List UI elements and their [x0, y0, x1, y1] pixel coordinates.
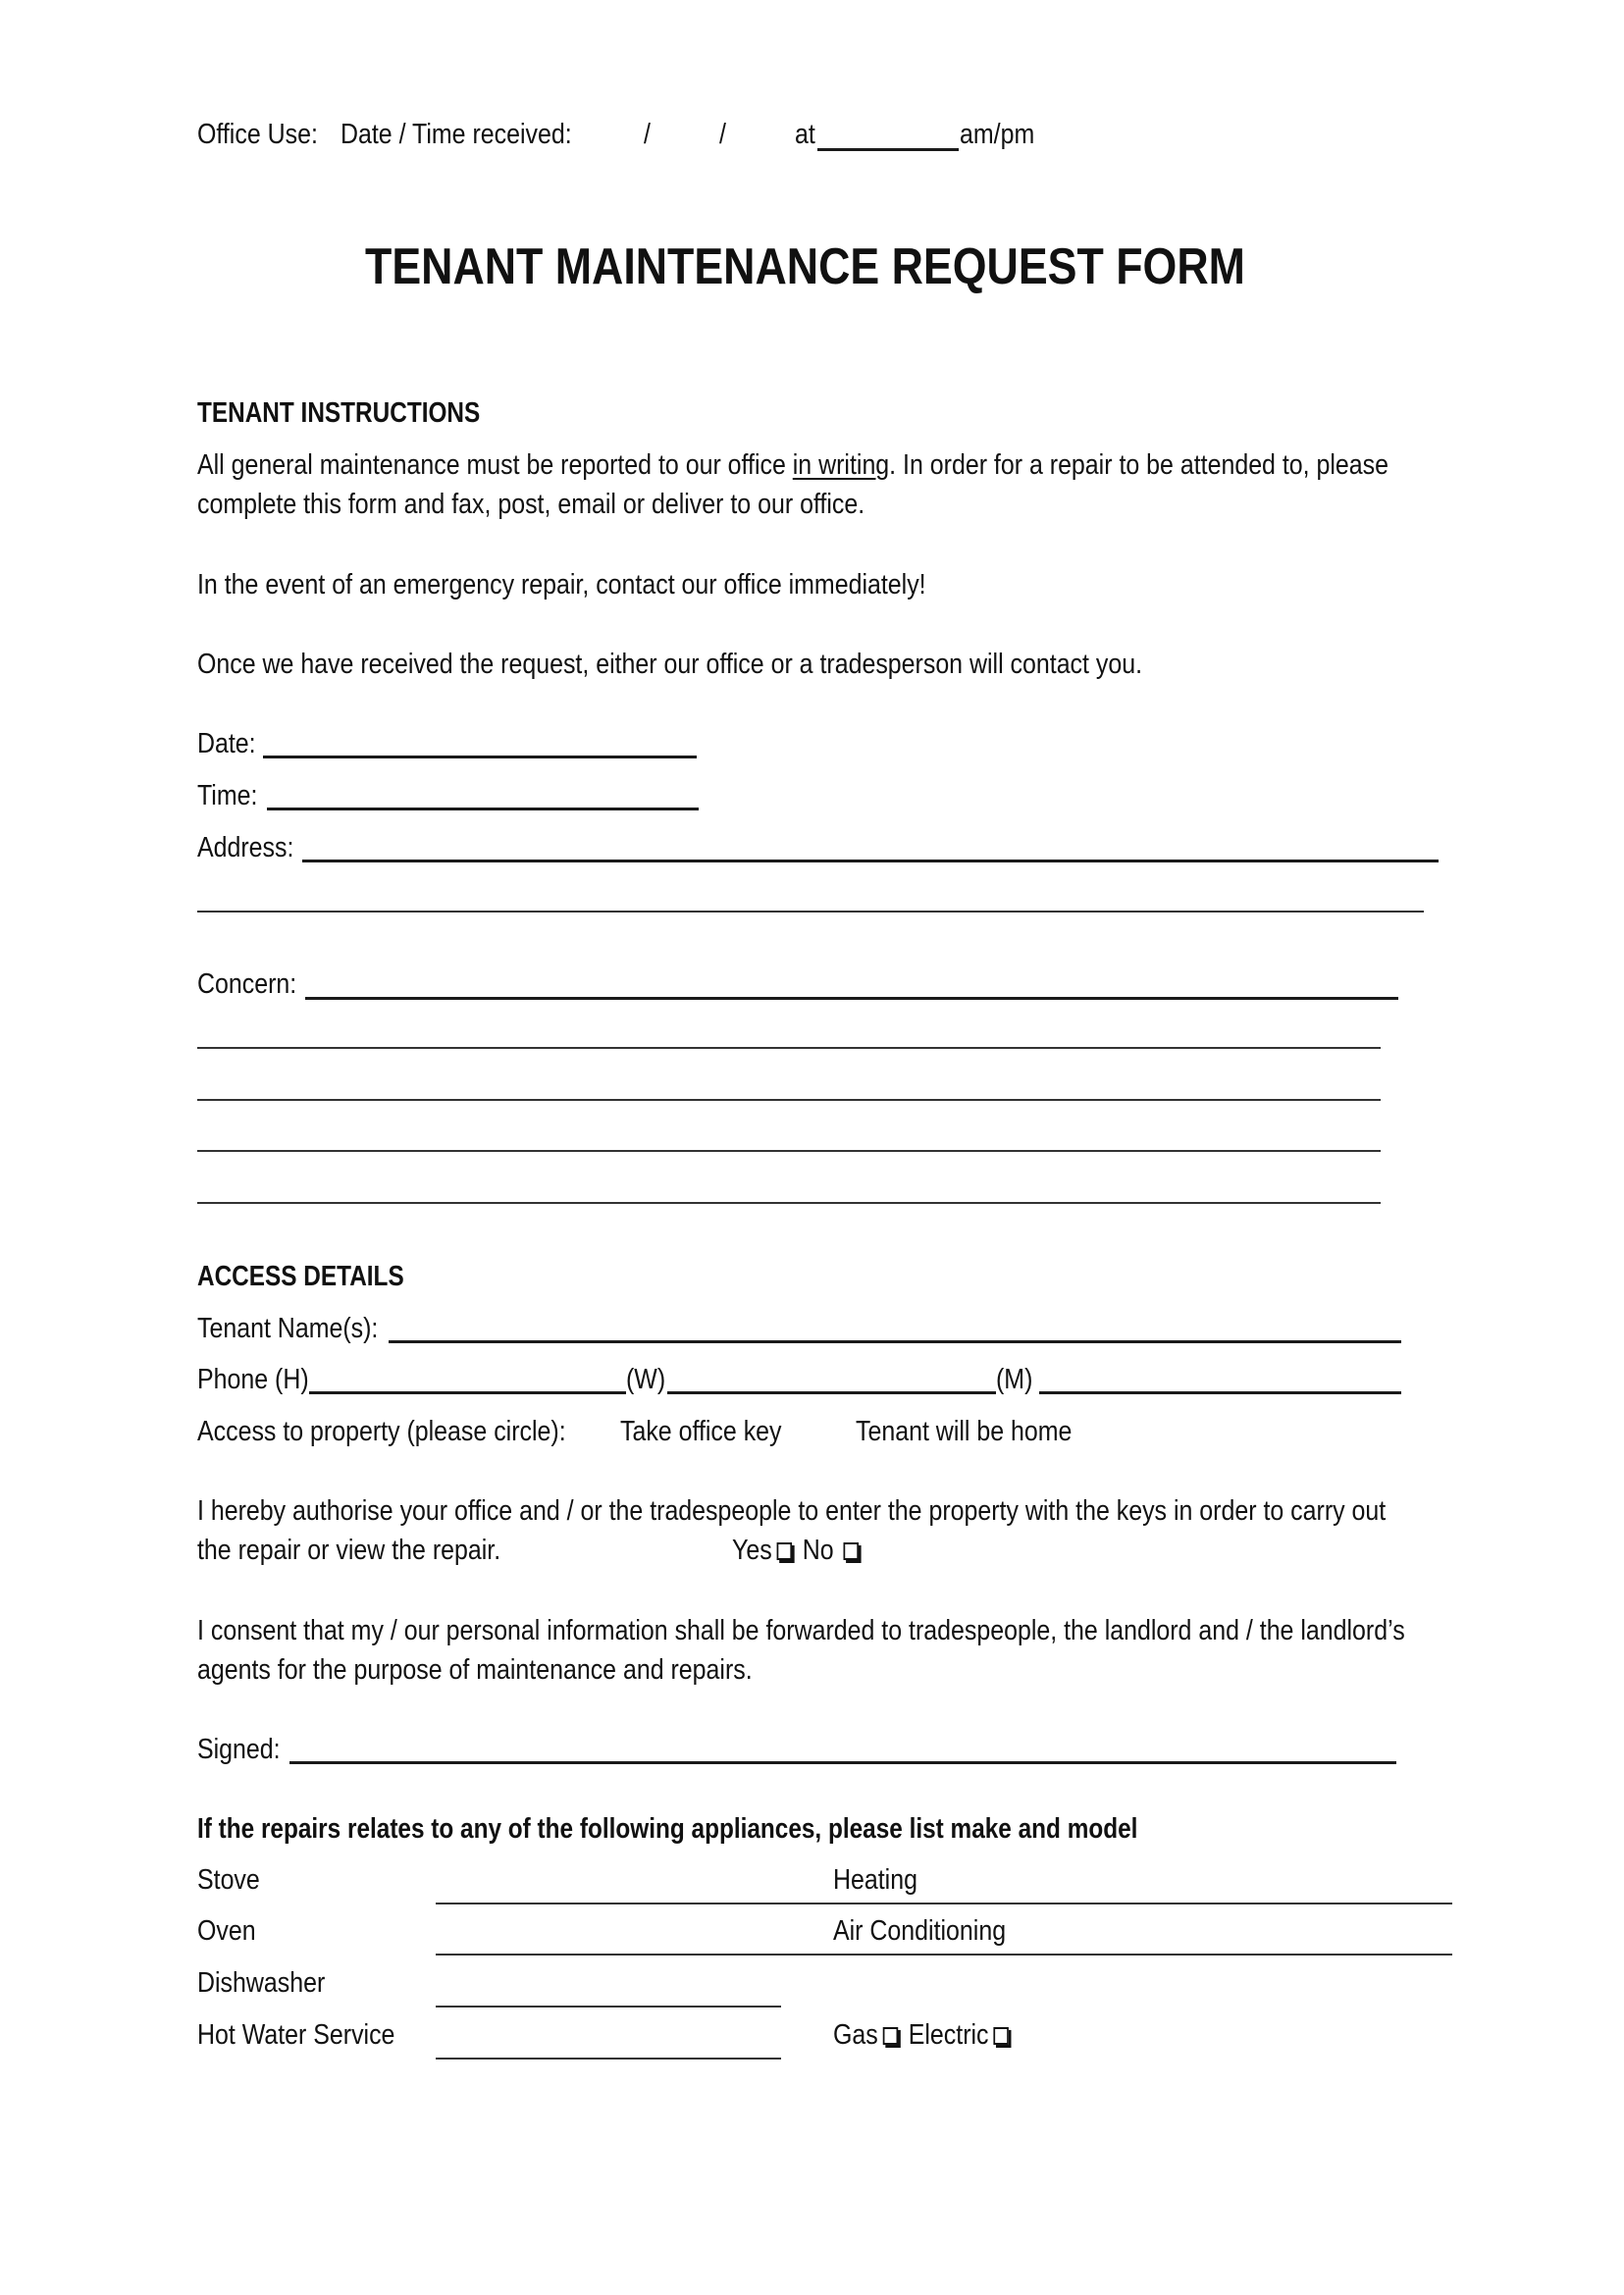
address-label: Address: — [197, 832, 294, 863]
concern-field-line-3[interactable] — [197, 1099, 1381, 1101]
tenant-names-label: Tenant Name(s): — [197, 1313, 379, 1344]
stove-heating-field[interactable] — [436, 1903, 1452, 1904]
at-label: at — [795, 119, 815, 150]
time-field[interactable] — [267, 808, 699, 810]
oven-air-conditioning-field[interactable] — [436, 1954, 1452, 1956]
yes-label: Yes — [732, 1535, 772, 1566]
appliance-hot-water-label: Hot Water Service — [197, 2019, 395, 2051]
in-writing-emphasis: in writing — [792, 449, 890, 481]
authorisation-options — [732, 1534, 863, 1567]
gas-label: Gas — [833, 2019, 878, 2051]
appliance-air-conditioning-label: Air Conditioning — [833, 1915, 1007, 1947]
concern-label: Concern: — [197, 968, 297, 1000]
no-label: No — [802, 1535, 834, 1566]
yes-checkbox[interactable] — [777, 1542, 792, 1560]
signature-field[interactable] — [289, 1761, 1396, 1764]
instructions-text: All general maintenance must be reported to our office — [197, 449, 793, 481]
date-time-received-label: Date / Time received: — [341, 119, 572, 150]
concern-field-line-4[interactable] — [197, 1150, 1381, 1152]
access-option-tenant-home[interactable]: Tenant will be home — [856, 1416, 1073, 1447]
phone-work-field[interactable] — [667, 1391, 996, 1394]
ampm-label: am/pm — [960, 119, 1035, 150]
signed-label: Signed: — [197, 1734, 281, 1765]
instructions-paragraph-1 — [197, 448, 1388, 482]
authorisation-text-line-2: the repair or view the repair. — [197, 1535, 501, 1566]
appliance-heating-label: Heating — [833, 1864, 917, 1896]
date-field[interactable] — [263, 756, 697, 758]
concern-field[interactable] — [305, 997, 1398, 1000]
phone-home-label: Phone (H) — [197, 1364, 309, 1395]
office-use-label: Office Use: — [197, 119, 318, 150]
tenant-instructions-heading: TENANT INSTRUCTIONS — [197, 397, 481, 429]
appliance-stove-label: Stove — [197, 1864, 260, 1896]
access-option-take-office-key[interactable]: Take office key — [620, 1416, 782, 1447]
access-details-heading: ACCESS DETAILS — [197, 1261, 404, 1292]
emergency-instructions: In the event of an emergency repair, contact our office immediately! — [197, 569, 926, 600]
date-slash-1: / — [644, 119, 651, 150]
gas-checkbox[interactable] — [883, 2027, 898, 2045]
consent-text-line-1: I consent that my / our personal information shall be forwarded to tradespeople, the landlord and / the landlord’s — [197, 1615, 1405, 1646]
hot-water-field[interactable] — [436, 2058, 781, 2060]
phone-home-field[interactable] — [309, 1391, 626, 1394]
phone-mobile-label: (M) — [996, 1364, 1033, 1395]
address-field[interactable] — [302, 860, 1439, 862]
instructions-text-cont: . In order for a repair to be attended to, please — [889, 449, 1389, 481]
date-slash-2: / — [719, 119, 726, 150]
tenant-names-field[interactable] — [389, 1340, 1401, 1343]
consent-text-line-2: agents for the purpose of maintenance and repairs. — [197, 1654, 753, 1686]
electric-label: Electric — [908, 2019, 989, 2051]
concern-field-line-2[interactable] — [197, 1047, 1381, 1049]
authorisation-text-line-1: I hereby authorise your office and / or the tradespeople to enter the property with the keys in order to carry out — [197, 1495, 1387, 1527]
concern-field-line-5[interactable] — [197, 1202, 1381, 1204]
address-field-line-2[interactable] — [197, 911, 1424, 913]
page-title: TENANT MAINTENANCE REQUEST FORM — [365, 238, 1245, 295]
dishwasher-field[interactable] — [436, 2006, 781, 2008]
appliance-oven-label: Oven — [197, 1915, 256, 1947]
time-label: Time: — [197, 780, 258, 811]
date-label: Date: — [197, 728, 256, 759]
phone-work-label: (W) — [626, 1364, 666, 1395]
no-checkbox[interactable] — [844, 1542, 859, 1560]
access-to-property-label: Access to property (please circle): — [197, 1416, 566, 1447]
time-received-field[interactable] — [817, 148, 959, 151]
contact-instructions: Once we have received the request, either our office or a tradesperson will contact you. — [197, 649, 1143, 680]
appliance-dishwasher-label: Dishwasher — [197, 1967, 326, 1999]
instructions-paragraph-1-line-2: complete this form and fax, post, email or deliver to our office. — [197, 489, 865, 520]
appliances-heading: If the repairs relates to any of the following appliances, please list make and model — [197, 1813, 1138, 1845]
phone-mobile-field[interactable] — [1039, 1391, 1401, 1394]
electric-checkbox[interactable] — [994, 2027, 1009, 2045]
hot-water-type-options — [833, 2018, 1013, 2052]
